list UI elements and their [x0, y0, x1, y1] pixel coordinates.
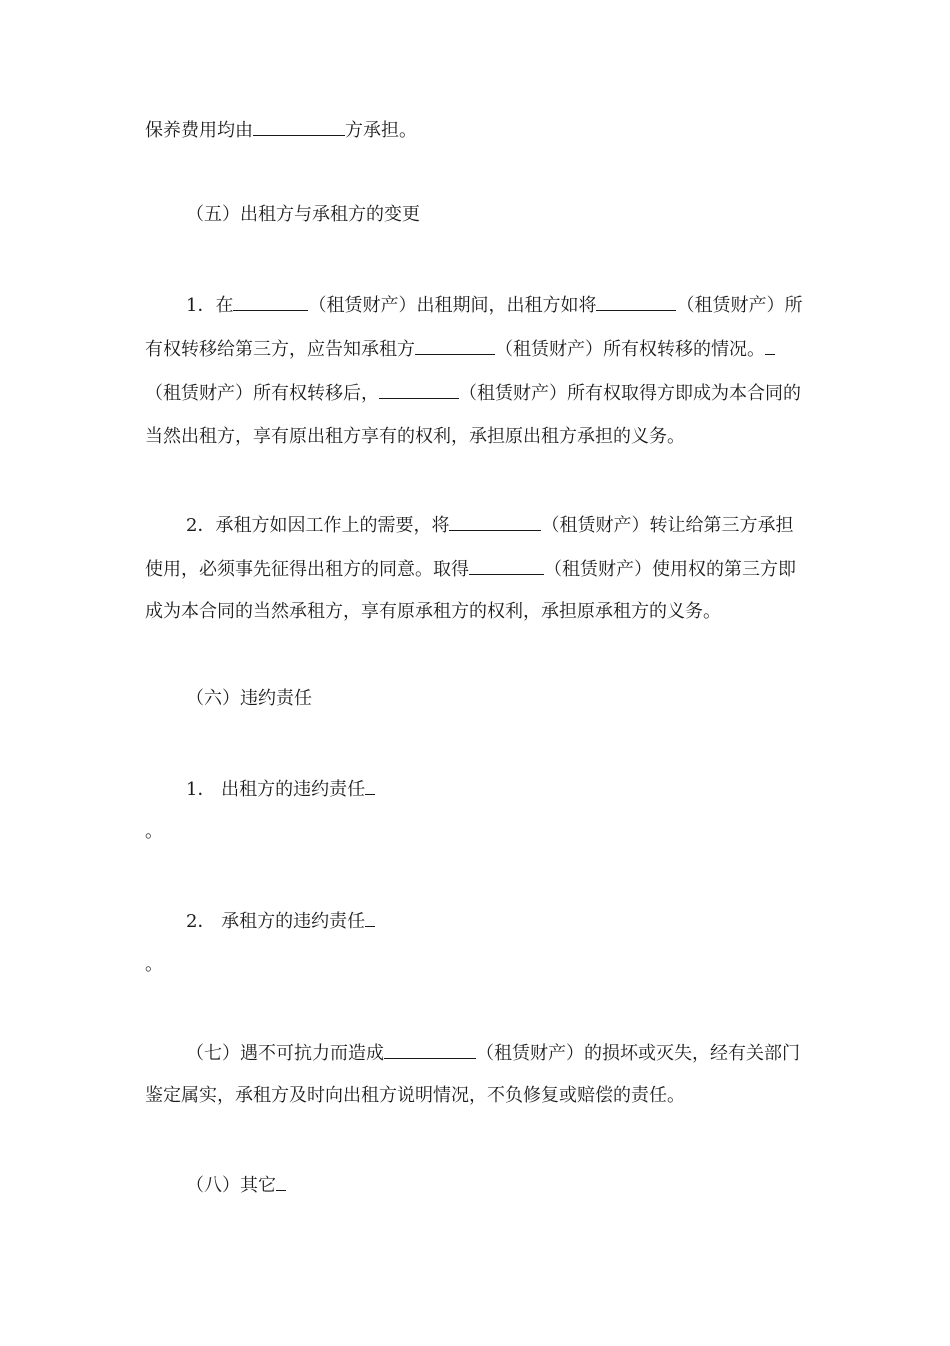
text: （租赁财产）所有权取得方即成为本合同的 [459, 383, 801, 404]
text: 2．承租方如因工作上的需要，将 [186, 515, 450, 536]
text: （租赁财产）出租期间，出租方如将 [308, 295, 597, 316]
text: （租赁财产）使用权的第三方即 [544, 559, 796, 580]
fill-in-blank[interactable] [415, 336, 495, 355]
text: 方承担。 [345, 120, 417, 141]
text: （租赁财产）转让给第三方承担 [541, 515, 794, 536]
text: （租赁财产）所 [676, 295, 803, 316]
text: 1．在 [186, 295, 234, 316]
text: （租赁财产）所有权转移后， [145, 383, 379, 404]
text: 使用，必须事先征得出租方的同意。取得 [145, 559, 469, 580]
fill-in-blank[interactable] [596, 292, 676, 311]
fill-in-blank[interactable] [365, 776, 375, 795]
paragraph-cost-bearing [145, 117, 417, 141]
fill-in-blank[interactable] [469, 556, 544, 575]
text: 2． 承租方的违约责任 [186, 911, 366, 932]
s5-item1-line1 [186, 292, 802, 316]
text: 有权转移给第三方，应告知承租方 [145, 339, 415, 360]
section-8-heading [186, 1172, 286, 1196]
text: （租赁财产）所有权转移的情况。 [495, 339, 765, 360]
fill-in-blank[interactable] [765, 336, 775, 355]
fill-in-blank[interactable] [233, 292, 308, 311]
fill-in-blank[interactable] [276, 1172, 286, 1191]
s6-item1-end: 。 [145, 821, 163, 842]
fill-in-blank[interactable] [253, 117, 345, 136]
section-6-heading: （六）违约责任 [186, 688, 312, 709]
s6-item2-end: 。 [145, 954, 163, 975]
fill-in-blank[interactable] [449, 512, 541, 531]
text: （租赁财产）的损坏或灭失，经有关部门 [476, 1043, 800, 1064]
s5-item2-line3: 成为本合同的当然承租方，享有原承租方的权利，承担原承租方的义务。 [145, 601, 721, 622]
fill-in-blank[interactable] [365, 908, 375, 927]
text: （七）遇不可抗力而造成 [186, 1043, 384, 1064]
s5-item2-line1 [186, 512, 793, 536]
s7-line2: 鉴定属实，承租方及时向出租方说明情况，不负修复或赔偿的责任。 [145, 1085, 685, 1106]
s6-item1 [186, 776, 375, 800]
text: 保养费用均由 [145, 120, 253, 141]
s5-item1-line4: 当然出租方，享有原出租方享有的权利，承担原出租方承担的义务。 [145, 426, 685, 447]
s5-item1-line3 [145, 380, 801, 404]
text: 1． 出租方的违约责任 [186, 779, 366, 800]
s5-item2-line2 [145, 556, 796, 580]
fill-in-blank[interactable] [384, 1040, 476, 1059]
s7-line1 [186, 1040, 800, 1064]
section-5-heading: （五）出租方与承租方的变更 [186, 204, 420, 225]
s6-item2 [186, 908, 375, 932]
text: （八）其它 [186, 1175, 276, 1196]
fill-in-blank[interactable] [379, 380, 459, 399]
s5-item1-line2 [145, 336, 775, 360]
